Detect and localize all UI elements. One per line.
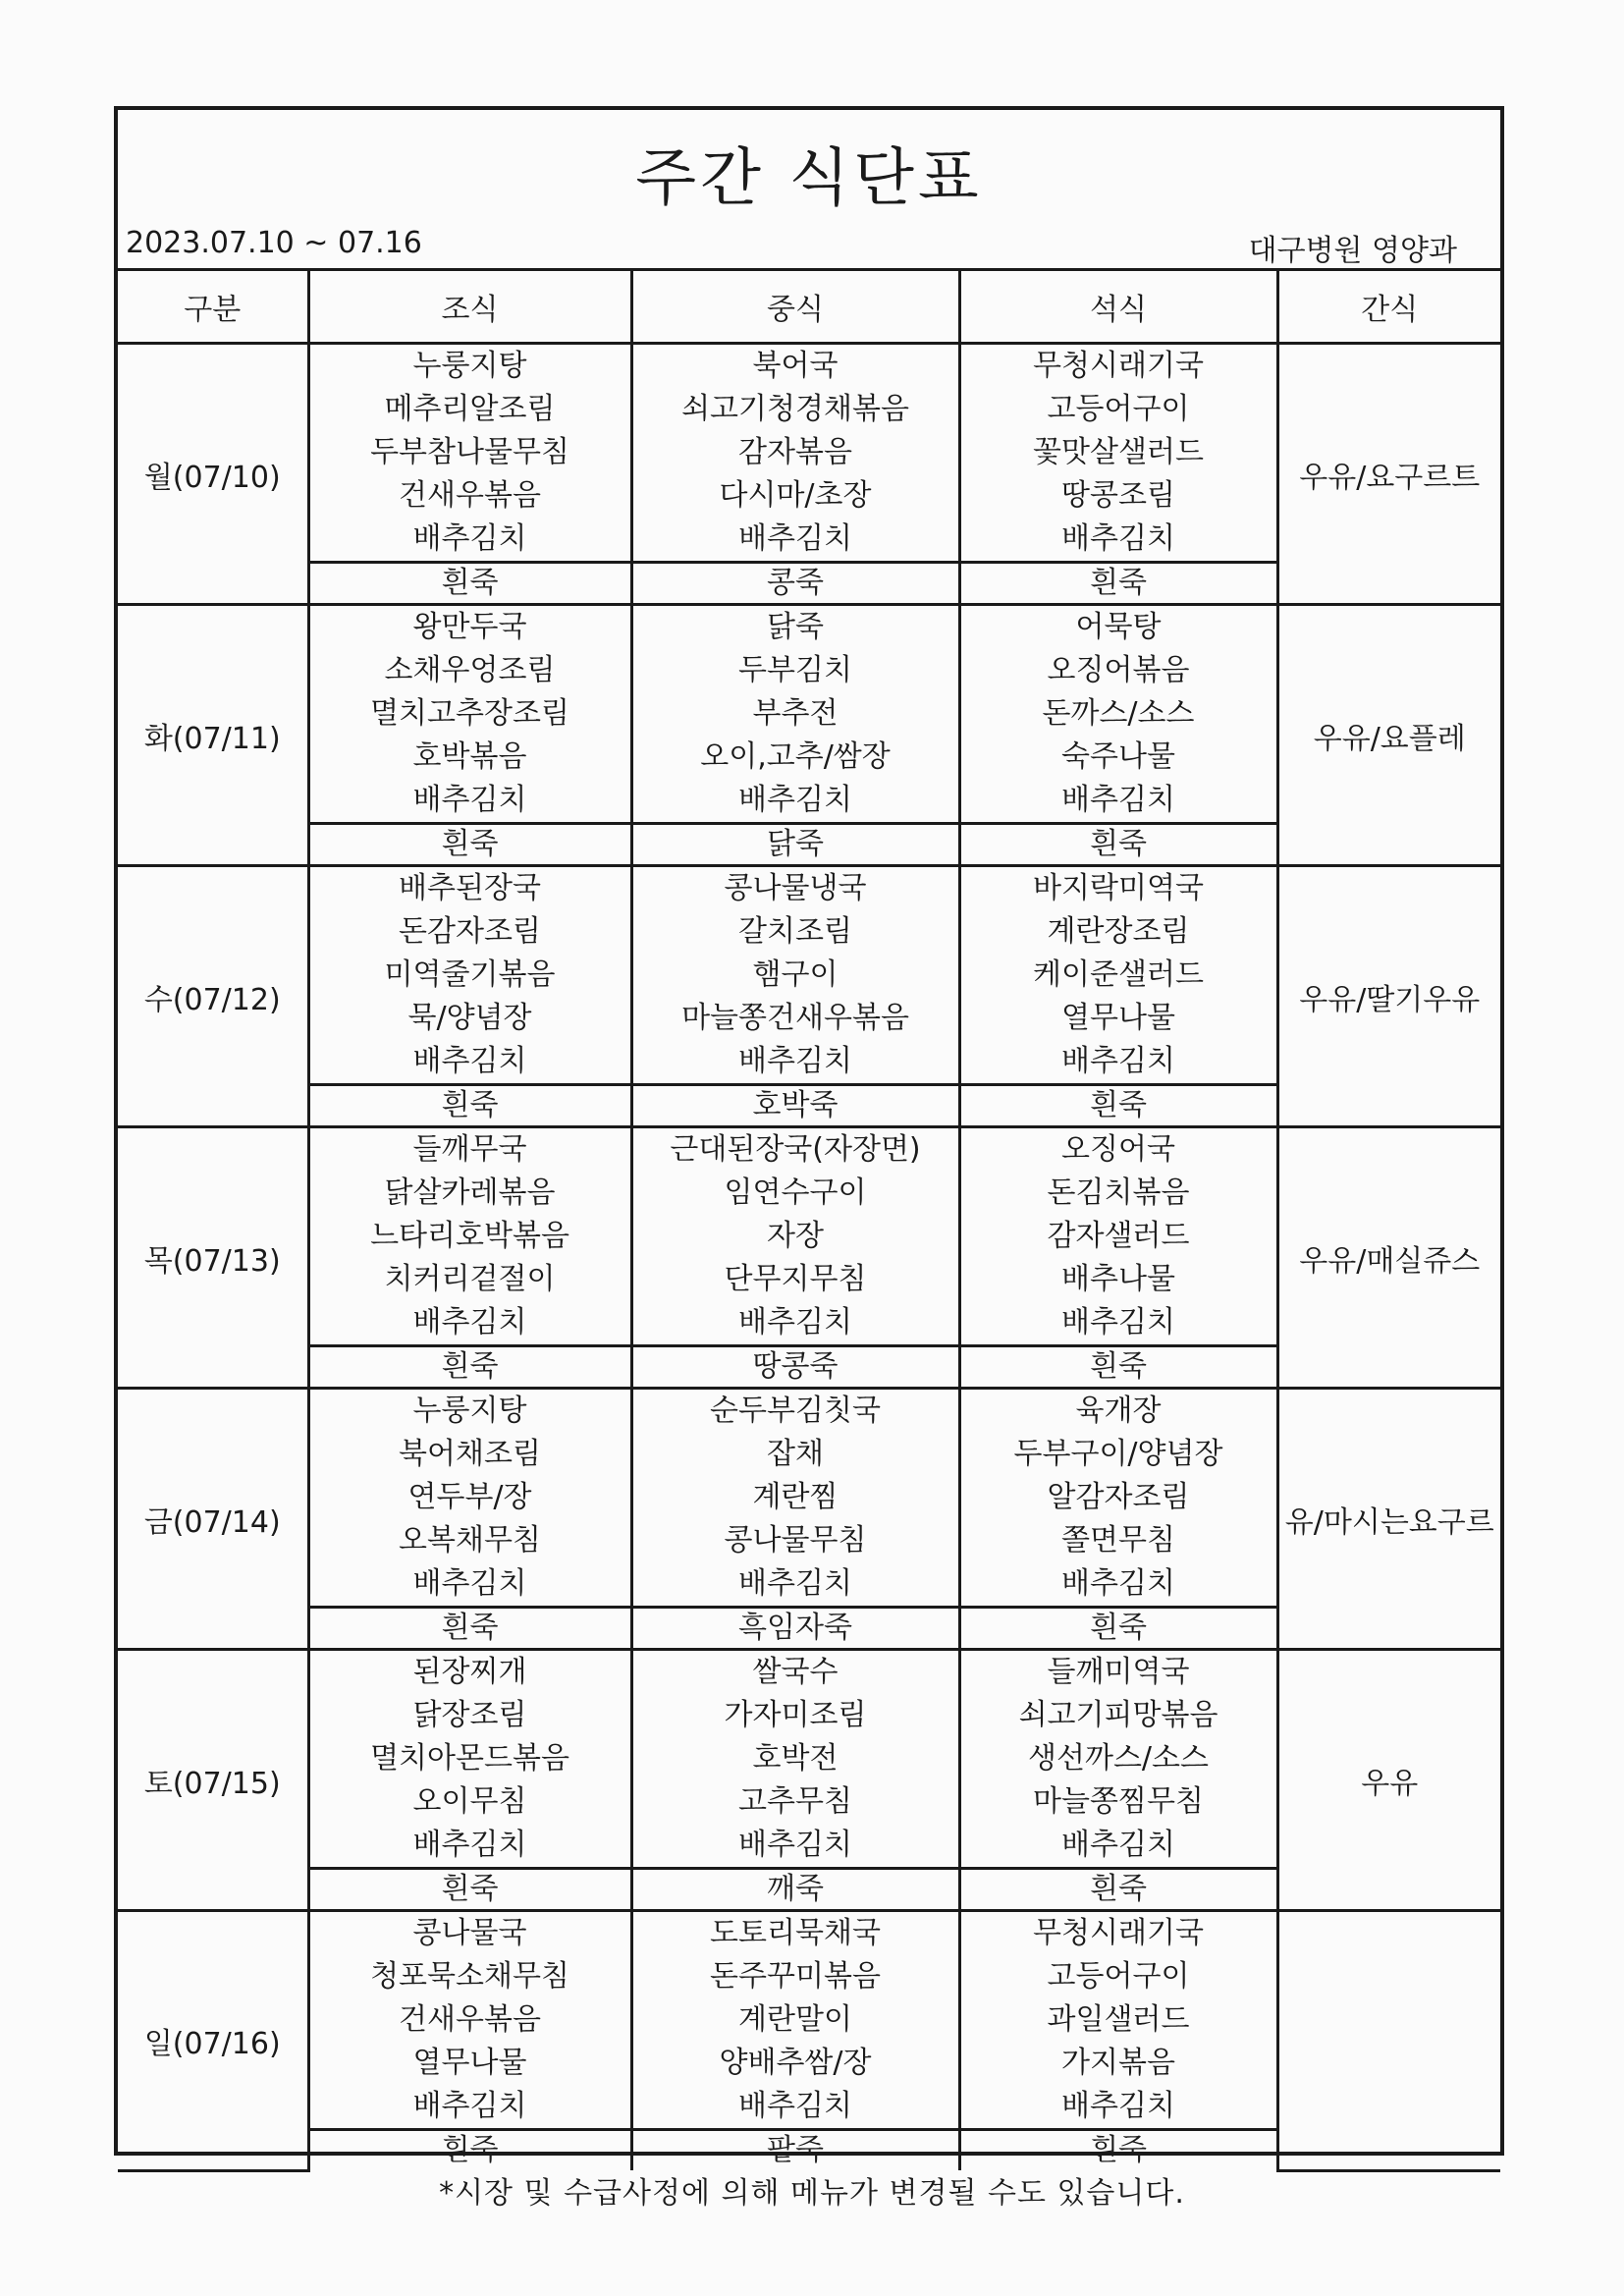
- date-range: 2023.07.10 ~ 07.16: [126, 226, 422, 260]
- dish-item: 연두부/장: [407, 1480, 532, 1514]
- dish-item: 육개장: [1075, 1394, 1162, 1428]
- day-label: 토(07/15): [118, 1650, 308, 1911]
- lunch-cell: [631, 1911, 959, 2130]
- dish-item: 고등어구이: [1047, 392, 1190, 426]
- dish-item: 근대된장국(자장면): [670, 1132, 921, 1167]
- dish-item: 건새우볶음: [399, 478, 541, 513]
- dish-item: 배추김치: [1061, 1566, 1175, 1601]
- day-row: [118, 866, 1500, 1085]
- dish-item: 배추김치: [412, 2089, 527, 2123]
- dish-item: 배추김치: [1061, 2089, 1175, 2123]
- dinner-cell: [959, 866, 1277, 1085]
- dish-item: 배추김치: [412, 783, 527, 817]
- dish-item: 무청시래기국: [1033, 1916, 1204, 1950]
- porridge-item: 팥죽: [631, 2130, 959, 2171]
- dish-item: 배추김치: [1061, 783, 1175, 817]
- dish-item: 배추김치: [738, 2089, 852, 2123]
- porridge-item: 깨죽: [631, 1869, 959, 1911]
- dish-item: 단무지무침: [724, 1262, 867, 1296]
- dish-item: 돈감자조림: [399, 914, 541, 949]
- day-label: 일(07/16): [118, 1911, 308, 2171]
- dish-item: 알감자조림: [1047, 1480, 1190, 1514]
- porridge-item: 흰죽: [959, 563, 1277, 605]
- page-title: 주간 식단표: [635, 142, 983, 215]
- dish-item: 배추김치: [412, 521, 527, 556]
- porridge-item: 흰죽: [959, 1085, 1277, 1127]
- dish-item: 닭죽: [767, 610, 824, 644]
- dish-item: 다시마/초장: [719, 478, 872, 513]
- snack-cell: 우유/요플레: [1277, 605, 1500, 866]
- header-dinner: 석식: [959, 270, 1277, 344]
- breakfast-cell: [308, 344, 631, 563]
- dish-item: 오징어볶음: [1047, 653, 1190, 687]
- day-row: [118, 1389, 1500, 1608]
- dish-item: 들깨무국: [412, 1132, 527, 1167]
- dish-item: 된장찌개: [412, 1655, 527, 1689]
- snack-cell: [1277, 1911, 1500, 2171]
- dish-item: 임연수구이: [724, 1175, 867, 1210]
- dinner-cell: [959, 344, 1277, 563]
- porridge-item: 흑임자죽: [631, 1608, 959, 1650]
- day-label: 월(07/10): [118, 344, 308, 605]
- breakfast-cell: [308, 866, 631, 1085]
- dish-item: 오이,고추/쌈장: [700, 739, 891, 774]
- dish-item: 열무나물: [412, 2046, 527, 2080]
- porridge-item: 흰죽: [959, 2130, 1277, 2171]
- dish-item: 감자샐러드: [1047, 1219, 1190, 1253]
- dish-item: 어묵탕: [1075, 610, 1162, 644]
- dish-item: 배추김치: [1061, 1305, 1175, 1339]
- dish-item: 고추무침: [738, 1784, 852, 1819]
- dish-item: 멸치아몬드볶음: [370, 1741, 569, 1776]
- dish-item: 배추김치: [738, 521, 852, 556]
- dish-item: 오징어국: [1061, 1132, 1175, 1167]
- lunch-cell: [631, 605, 959, 824]
- lunch-cell: [631, 1389, 959, 1608]
- lunch-cell: [631, 344, 959, 563]
- dish-item: 호박전: [752, 1741, 839, 1776]
- snack-cell: 우유/매실쥬스: [1277, 1127, 1500, 1389]
- porridge-item: 흰죽: [308, 1608, 631, 1650]
- snack-cell: 우유/딸기우유: [1277, 866, 1500, 1127]
- porridge-item: 흰죽: [308, 2130, 631, 2171]
- dish-item: 자장: [767, 1219, 824, 1253]
- dish-item: 느타리호박볶음: [370, 1219, 569, 1253]
- header-lunch: 중식: [631, 270, 959, 344]
- porridge-item: 콩죽: [631, 563, 959, 605]
- dish-item: 두부구이/양념장: [1013, 1437, 1223, 1471]
- porridge-item: 흰죽: [308, 824, 631, 866]
- dinner-cell: [959, 1650, 1277, 1869]
- dish-item: 닭살카레볶음: [384, 1175, 556, 1210]
- dinner-cell: [959, 1911, 1277, 2130]
- dish-item: 쇠고기피망볶음: [1018, 1698, 1218, 1732]
- dish-item: 숙주나물: [1061, 739, 1175, 774]
- dish-item: 배추김치: [412, 1566, 527, 1601]
- breakfast-cell: [308, 1650, 631, 1869]
- header-row: [118, 270, 1500, 344]
- porridge-item: 흰죽: [308, 1869, 631, 1911]
- dish-item: 메추리알조림: [384, 392, 556, 426]
- dish-item: 미역줄기볶음: [384, 957, 556, 992]
- dish-item: 쌀국수: [752, 1655, 839, 1689]
- porridge-item: 흰죽: [959, 1869, 1277, 1911]
- dish-item: 북어채조림: [399, 1437, 541, 1471]
- dish-item: 콩나물냉국: [724, 871, 867, 905]
- dish-item: 건새우볶음: [399, 2002, 541, 2037]
- snack-cell: 우유: [1277, 1650, 1500, 1911]
- dish-item: 케이준샐러드: [1033, 957, 1204, 992]
- dish-item: 순두부김칫국: [710, 1394, 881, 1428]
- dish-item: 돈주꾸미볶음: [710, 1959, 881, 1994]
- day-row: [118, 1911, 1500, 2130]
- snack-cell: 우유/요구르트: [1277, 344, 1500, 605]
- dish-item: 고등어구이: [1047, 1959, 1190, 1994]
- day-row: [118, 1650, 1500, 1869]
- porridge-item: 흰죽: [959, 1346, 1277, 1389]
- dish-item: 배추김치: [738, 1305, 852, 1339]
- porridge-item: 호박죽: [631, 1085, 959, 1127]
- dish-item: 누룽지탕: [412, 349, 527, 383]
- lunch-cell: [631, 866, 959, 1085]
- dish-item: 돈김치볶음: [1047, 1175, 1190, 1210]
- header-category: 구분: [118, 270, 308, 344]
- dish-item: 열무나물: [1061, 1001, 1175, 1035]
- dish-item: 계란장조림: [1047, 914, 1190, 949]
- dish-item: 쇠고기청경채볶음: [681, 392, 909, 426]
- breakfast-cell: [308, 1127, 631, 1346]
- day-label: 화(07/11): [118, 605, 308, 866]
- dish-item: 배추김치: [738, 1828, 852, 1862]
- dish-item: 배추김치: [412, 1828, 527, 1862]
- dish-item: 쫄면무침: [1061, 1523, 1175, 1558]
- dish-item: 양배추쌈/장: [719, 2046, 872, 2080]
- header-snack: 간식: [1277, 270, 1500, 344]
- dish-item: 계란말이: [738, 2002, 852, 2037]
- dish-item: 멸치고추장조림: [370, 696, 569, 731]
- dish-item: 청포묵소채무침: [370, 1959, 569, 1994]
- dish-item: 오이무침: [412, 1784, 527, 1819]
- dish-item: 갈치조림: [738, 914, 852, 949]
- dish-item: 배추김치: [412, 1305, 527, 1339]
- dish-item: 꽃맛살샐러드: [1033, 435, 1204, 469]
- dish-item: 배추김치: [738, 1044, 852, 1078]
- breakfast-cell: [308, 1389, 631, 1608]
- dish-item: 가지볶음: [1061, 2046, 1175, 2080]
- dish-item: 감자볶음: [738, 435, 852, 469]
- dish-item: 묵/양념장: [407, 1001, 532, 1035]
- dish-item: 배추된장국: [399, 871, 541, 905]
- porridge-item: 흰죽: [308, 1085, 631, 1127]
- dish-item: 가자미조림: [724, 1698, 867, 1732]
- footnote: *시장 및 수급사정에 의해 메뉴가 변경될 수도 있습니다.: [439, 2176, 1185, 2211]
- dish-item: 배추김치: [1061, 1828, 1175, 1862]
- dish-item: 들깨미역국: [1047, 1655, 1190, 1689]
- breakfast-cell: [308, 605, 631, 824]
- day-label: 수(07/12): [118, 866, 308, 1127]
- dish-item: 햄구이: [752, 957, 839, 992]
- dish-item: 무청시래기국: [1033, 349, 1204, 383]
- dish-item: 호박볶음: [412, 739, 527, 774]
- dinner-cell: [959, 1389, 1277, 1608]
- dish-item: 누룽지탕: [412, 1394, 527, 1428]
- snack-cell: 유/마시는요구르: [1277, 1389, 1500, 1650]
- dish-item: 닭장조림: [412, 1698, 527, 1732]
- dish-item: 돈까스/소스: [1042, 696, 1195, 731]
- porridge-item: 닭죽: [631, 824, 959, 866]
- dish-item: 치커리겉절이: [384, 1262, 556, 1296]
- porridge-item: 땅콩죽: [631, 1346, 959, 1389]
- dish-item: 배추김치: [738, 1566, 852, 1601]
- dish-item: 부추전: [752, 696, 839, 731]
- dish-item: 두부참나물무침: [370, 435, 569, 469]
- dish-item: 왕만두국: [412, 610, 527, 644]
- dish-item: 두부김치: [738, 653, 852, 687]
- dish-item: 오복채무침: [399, 1523, 541, 1558]
- menu-body: [118, 344, 1500, 2171]
- dinner-cell: [959, 605, 1277, 824]
- menu-sheet: [114, 106, 1504, 2167]
- lunch-cell: [631, 1650, 959, 1869]
- dish-item: 콩나물무침: [724, 1523, 867, 1558]
- dish-item: 소채우엉조림: [384, 653, 556, 687]
- day-row: [118, 1127, 1500, 1346]
- dish-item: 마늘쫑찜무침: [1033, 1784, 1204, 1819]
- dish-item: 배추김치: [1061, 1044, 1175, 1078]
- dish-item: 북어국: [752, 349, 839, 383]
- dinner-cell: [959, 1127, 1277, 1346]
- dish-item: 배추김치: [1061, 521, 1175, 556]
- dish-item: 배추나물: [1061, 1262, 1175, 1296]
- dish-item: 계란찜: [752, 1480, 839, 1514]
- dish-item: 땅콩조림: [1061, 478, 1175, 513]
- lunch-cell: [631, 1127, 959, 1346]
- dish-item: 배추김치: [738, 783, 852, 817]
- dish-item: 생선까스/소스: [1028, 1741, 1209, 1776]
- header-breakfast: 조식: [308, 270, 631, 344]
- day-row: [118, 605, 1500, 824]
- dish-item: 마늘쫑건새우볶음: [681, 1001, 909, 1035]
- dish-item: 도토리묵채국: [710, 1916, 881, 1950]
- weekly-menu-table: [118, 268, 1500, 2172]
- breakfast-cell: [308, 1911, 631, 2130]
- porridge-item: 흰죽: [308, 563, 631, 605]
- porridge-item: 흰죽: [959, 1608, 1277, 1650]
- dish-item: 콩나물국: [412, 1916, 527, 1950]
- dish-item: 배추김치: [412, 1044, 527, 1078]
- day-label: 목(07/13): [118, 1127, 308, 1389]
- porridge-item: 흰죽: [308, 1346, 631, 1389]
- dish-item: 잡채: [767, 1437, 824, 1471]
- department-label: 대구병원 영양과: [1248, 234, 1457, 268]
- dish-item: 바지락미역국: [1033, 871, 1204, 905]
- day-row: [118, 344, 1500, 563]
- day-label: 금(07/14): [118, 1389, 308, 1650]
- dish-item: 과일샐러드: [1047, 2002, 1190, 2037]
- porridge-item: 흰죽: [959, 824, 1277, 866]
